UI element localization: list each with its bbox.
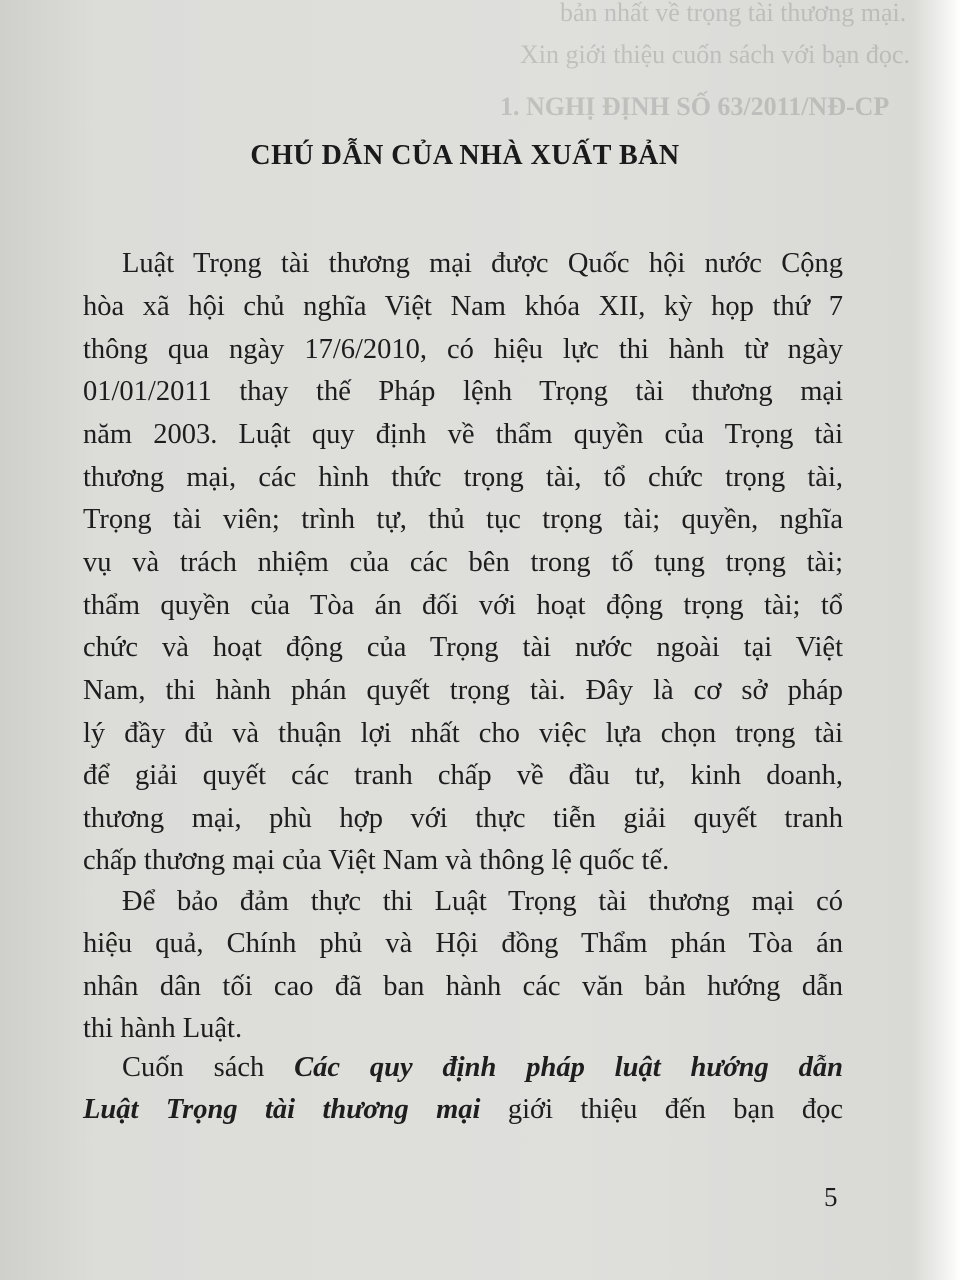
text-line: 01/01/2011 thay thế Pháp lệnh Trọng tài thương mại [83, 376, 843, 407]
text-line: để giải quyết các tranh chấp về đầu tư, kinh doanh, [83, 760, 843, 791]
text-line [83, 1092, 843, 1128]
show-through-text: Xin giới thiệu cuốn sách với bạn đọc. [520, 40, 910, 69]
text-span: giới thiệu đến bạn đọc [480, 1094, 843, 1125]
text-line: Trọng tài viên; trình tự, thủ tục trọng tài; quyền, nghĩa [83, 504, 843, 535]
text-line: chấp thương mại của Việt Nam và thông lệ quốc tế. [83, 845, 670, 876]
text-line: hiệu quả, Chính phủ và Hội đồng Thẩm phán Tòa án [83, 928, 843, 959]
text-line: thi hành Luật. [83, 1013, 243, 1044]
show-through-text: bản nhất về trọng tài thương mại. [560, 0, 907, 27]
page-number: 5 [824, 1182, 838, 1212]
text-line: vụ và trách nhiệm của các bên trong tố tụng trọng tài; [83, 547, 843, 578]
text-line: năm 2003. Luật quy định về thẩm quyền của Trọng tài [83, 419, 843, 450]
text-line: lý đầy đủ và thuận lợi nhất cho việc lựa chọn trọng tài [83, 718, 843, 749]
book-title-span: Luật Trọng tài thương mại [83, 1094, 481, 1125]
show-through-text: 1. NGHỊ ĐỊNH SỐ 63/2011/NĐ-CP [500, 92, 890, 121]
text-line: thương mại, các hình thức trọng tài, tổ chức trọng tài, [83, 462, 843, 493]
text-line: nhân dân tối cao đã ban hành các văn bản hướng dẫn [83, 971, 843, 1002]
text-line: thẩm quyền của Tòa án đối với hoạt động trọng tài; tổ [83, 590, 843, 621]
text-line: Nam, thi hành phán quyết trọng tài. Đây là cơ sở pháp [83, 675, 843, 706]
page-heading: CHÚ DẪN CỦA NHÀ XUẤT BẢN [250, 140, 680, 171]
text-line: hòa xã hội chủ nghĩa Việt Nam khóa XII, kỳ họp thứ 7 [83, 291, 843, 322]
text-line: Luật Trọng tài thương mại được Quốc hội nước Cộng [122, 248, 843, 279]
book-title-span: Các quy định pháp luật hướng dẫn [294, 1052, 843, 1083]
text-line: thông qua ngày 17/6/2010, có hiệu lực thi hành từ ngày [83, 334, 843, 365]
text-line [122, 1050, 843, 1086]
text-line: Để bảo đảm thực thi Luật Trọng tài thương mại có [122, 886, 843, 917]
text-line: thương mại, phù hợp với thực tiễn giải quyết tranh [83, 803, 843, 834]
text-line: chức và hoạt động của Trọng tài nước ngoài tại Việt [83, 632, 843, 663]
text-span: Cuốn sách [122, 1052, 295, 1083]
